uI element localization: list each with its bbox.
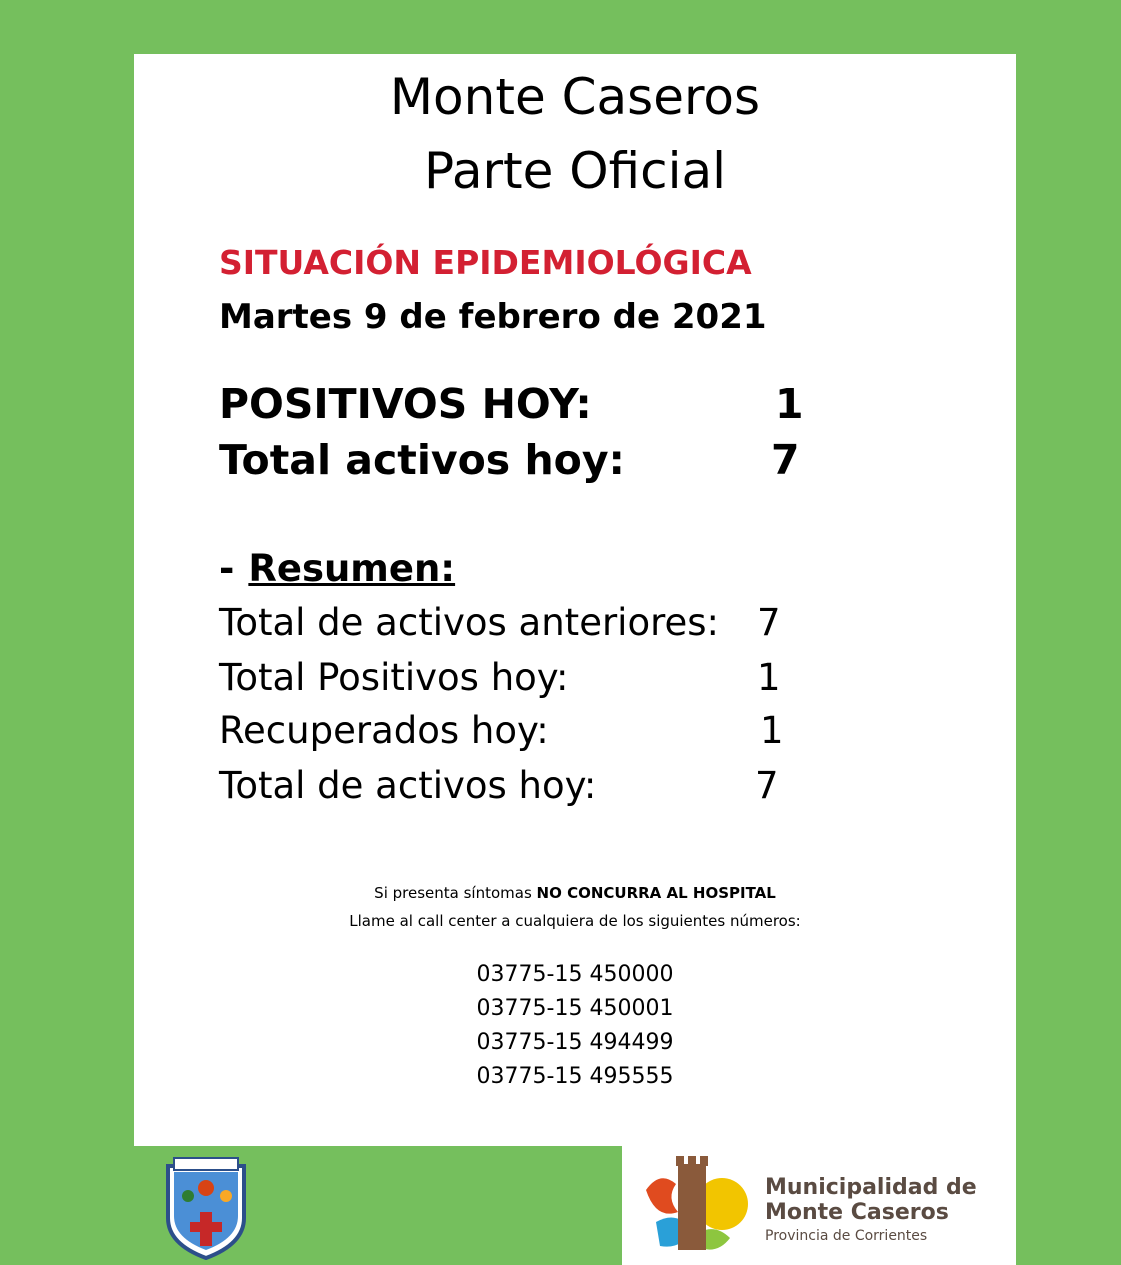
resumen-row-label: Recuperados hoy: (219, 709, 549, 752)
call-center-notice: Llame al call center a cualquiera de los siguientes números: (349, 912, 801, 930)
report-date: Martes 9 de febrero de 2021 (219, 297, 767, 337)
resumen-row-value: 7 (757, 601, 781, 644)
total-activos-hoy-value: 7 (771, 436, 800, 484)
page-title: Monte Caseros (389, 68, 761, 126)
resumen-title: Resumen: (248, 547, 456, 590)
municipality-name-line2: Monte Caseros (765, 1200, 949, 1225)
section-title: SITUACIÓN EPIDEMIOLÓGICA (219, 243, 752, 282)
phone-number: 03775-15 450001 (476, 996, 674, 1021)
resumen-row-label: Total de activos hoy: (219, 764, 597, 807)
phone-number: 03775-15 494499 (476, 1030, 674, 1055)
resumen-dash: - (219, 547, 235, 590)
positivos-hoy-value: 1 (775, 380, 804, 428)
monte-caseros-crest-icon (160, 1148, 252, 1260)
municipality-name-line1: Municipalidad de (765, 1175, 977, 1200)
resumen-row-value: 7 (755, 764, 779, 807)
resumen-row-value: 1 (760, 709, 784, 752)
page-subtitle: Parte Oficial (423, 142, 727, 200)
hospital-notice (134, 886, 1016, 901)
hospital-notice-prefix: Si presenta síntomas (374, 884, 537, 902)
resumen-row-label: Total de activos anteriores: (219, 601, 719, 644)
hospital-notice-bold: NO CONCURRA AL HOSPITAL (536, 884, 776, 902)
phone-number: 03775-15 495555 (476, 1064, 674, 1089)
total-activos-hoy-label: Total activos hoy: (219, 436, 625, 484)
resumen-row-value: 1 (757, 656, 781, 699)
municipality-province: Provincia de Corrientes (765, 1228, 928, 1244)
resumen-heading (219, 547, 456, 590)
phone-number: 03775-15 450000 (476, 962, 674, 987)
positivos-hoy-label: POSITIVOS HOY: (219, 380, 592, 428)
municipalidad-logo-icon (636, 1150, 750, 1262)
resumen-row-label: Total Positivos hoy: (219, 656, 569, 699)
official-report-panel (134, 54, 1016, 1146)
